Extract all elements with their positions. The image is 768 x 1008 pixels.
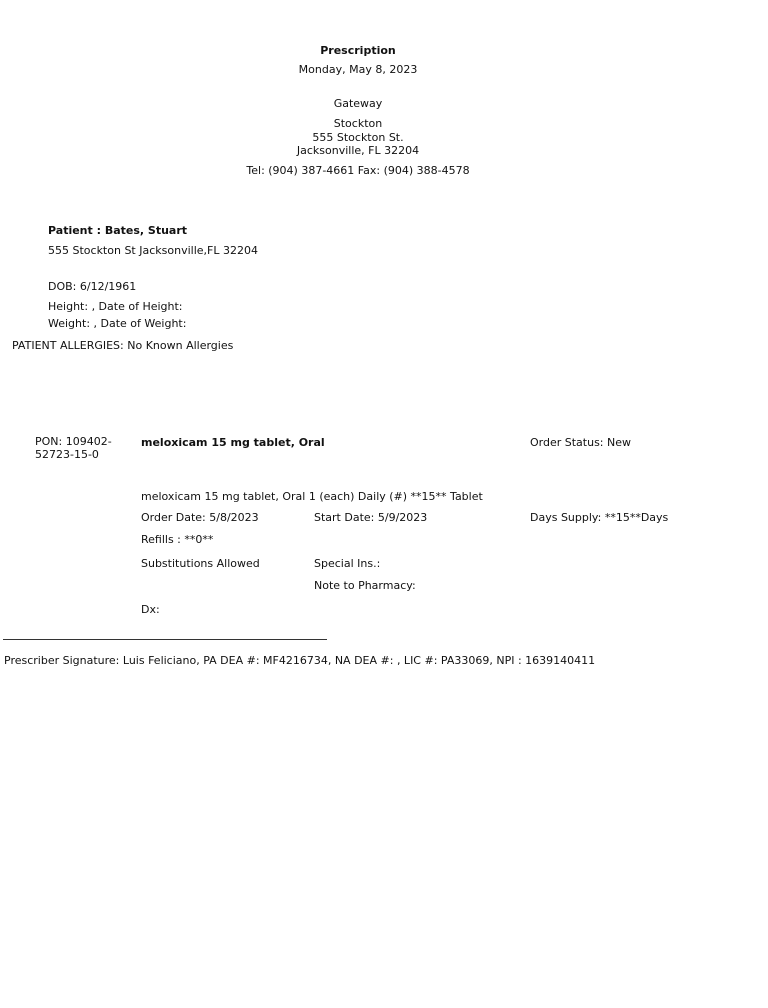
document-date: Monday, May 8, 2023 (298, 63, 418, 76)
pon-number-line2: 52723-15-0 (35, 448, 99, 461)
order-date: Order Date: 5/8/2023 (141, 511, 259, 524)
order-status: Order Status: New (530, 436, 632, 449)
pon-number-line1: PON: 109402- (35, 435, 112, 448)
start-date: Start Date: 5/9/2023 (314, 511, 428, 524)
prescriber-signature: Prescriber Signature: Luis Feliciano, PA DEA #: MF4216734, NA DEA #: , LIC #: PA33069, NPI : 1639140411 (4, 654, 596, 667)
patient-address: 555 Stockton St Jacksonville,FL 32204 (48, 244, 258, 257)
diagnosis: Dx: (141, 603, 160, 616)
phone-fax: Tel: (904) 387-4661 Fax: (904) 388-4578 (246, 164, 470, 177)
patient-allergies: PATIENT ALLERGIES: No Known Allergies (12, 339, 234, 352)
location-name: Stockton (333, 117, 383, 130)
drug-sig: meloxicam 15 mg tablet, Oral 1 (each) Daily (#) **15** Tablet (141, 490, 483, 503)
patient-name: Patient : Bates, Stuart (48, 224, 188, 237)
drug-title: meloxicam 15 mg tablet, Oral (141, 436, 325, 449)
days-supply: Days Supply: **15**Days (530, 511, 669, 524)
signature-line (3, 639, 327, 640)
note-to-pharmacy: Note to Pharmacy: (314, 579, 416, 592)
refills: Refills : **0** (141, 533, 214, 546)
patient-weight: Weight: , Date of Weight: (48, 317, 187, 330)
patient-height: Height: , Date of Height: (48, 300, 183, 313)
patient-dob: DOB: 6/12/1961 (48, 280, 137, 293)
organization-name: Gateway (333, 97, 383, 110)
location-city: Jacksonville, FL 32204 (296, 144, 420, 157)
substitutions: Substitutions Allowed (141, 557, 260, 570)
document-title: Prescription (320, 44, 396, 57)
special-instructions: Special Ins.: (314, 557, 381, 570)
location-street: 555 Stockton St. (312, 131, 404, 144)
